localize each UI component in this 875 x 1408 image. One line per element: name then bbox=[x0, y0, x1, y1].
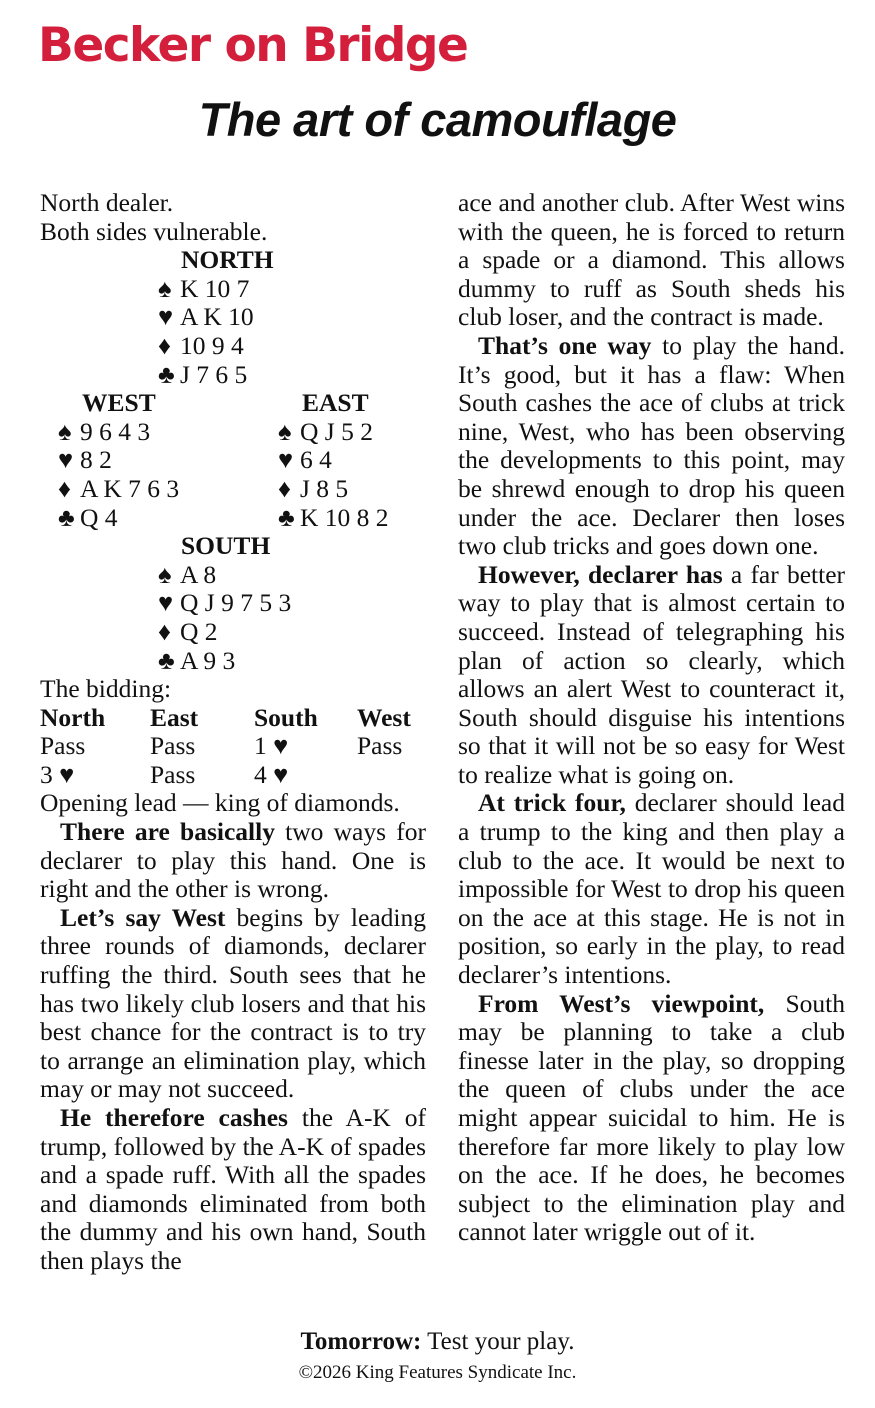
paragraph-lead-in: Let’s say West bbox=[60, 902, 226, 932]
diamond-icon: ♦ bbox=[158, 330, 172, 360]
bid-cell: 1 ♥ bbox=[254, 731, 289, 761]
west-east-hearts bbox=[40, 446, 426, 475]
club-icon: ♣ bbox=[58, 502, 75, 532]
bidding-header-east: East bbox=[150, 702, 199, 732]
tomorrow-text: Test your play. bbox=[421, 1328, 575, 1355]
spade-icon: ♠ bbox=[278, 416, 292, 446]
south-hearts: ♥ Q J 9 7 5 3 bbox=[158, 588, 292, 618]
club-icon: ♣ bbox=[158, 359, 175, 389]
spade-icon: ♠ bbox=[58, 416, 72, 446]
headline: The art of camouflage bbox=[198, 93, 677, 146]
diamond-icon: ♦ bbox=[58, 473, 72, 503]
east-spades: Q J 5 2 bbox=[300, 416, 373, 446]
south-spades: ♠ A 8 bbox=[158, 559, 217, 589]
spade-icon: ♠ bbox=[158, 559, 172, 589]
paragraph bbox=[40, 1104, 426, 1276]
south-clubs: ♣ A 9 3 bbox=[158, 645, 236, 675]
north-diamonds: ♦ 10 9 4 bbox=[158, 330, 244, 360]
west-east-diamonds bbox=[40, 475, 426, 504]
bidding-header-south: South bbox=[254, 702, 318, 732]
bidding-header-west: West bbox=[357, 702, 411, 732]
west-label: WEST bbox=[82, 388, 156, 418]
spade-icon: ♠ bbox=[158, 273, 172, 303]
bid-cell: Pass bbox=[150, 759, 196, 789]
heart-icon: ♥ bbox=[158, 302, 174, 332]
paragraph bbox=[458, 189, 845, 332]
diamond-icon: ♦ bbox=[158, 616, 172, 646]
left-article-body bbox=[40, 818, 426, 1276]
east-clubs: K 10 8 2 bbox=[300, 502, 389, 532]
south-diamonds: ♦ Q 2 bbox=[158, 616, 218, 646]
west-east-clubs bbox=[40, 504, 426, 533]
paragraph-lead-in: He therefore cashes bbox=[60, 1103, 288, 1132]
paragraph-text: begins by leading three rounds of diamonds, declarer ruffing the third. South sees that he has two likely club losers and that his best chance for the contract is to try to arrange an elimination play, which may or may not succeed. bbox=[40, 902, 426, 1104]
tomorrow-teaser bbox=[0, 1328, 875, 1356]
east-hearts: 6 4 bbox=[300, 445, 332, 475]
west-east-spades bbox=[40, 418, 426, 447]
paragraph-text: a far better way to play that is almost certain to succeed. Instead of telegraphing his plan of action so clearly, which allows an alert West to counteract it, South should disguise his intentions so that it will not be so easy for West to realize what is going on. bbox=[458, 559, 845, 789]
masthead: Becker on Bridge bbox=[38, 18, 468, 73]
paragraph-text: South may be planning to take a club finesse later in the play, so dropping the queen of clubs under the ace might appear suicidal to him. He is therefore far more likely to play low on the ace. If he does, he becomes subject to the elimination play and cannot later wriggle out of it. bbox=[458, 988, 845, 1247]
paragraph bbox=[40, 904, 426, 1104]
west-spades: 9 6 4 3 bbox=[80, 416, 151, 446]
north-clubs: ♣ J 7 6 5 bbox=[158, 359, 248, 389]
paragraph-text: ace and another club. After West wins with the queen, he is forced to return a spade or a diamond. This allows dummy to ruff as South sheds his club loser, and the contract is made. bbox=[458, 188, 845, 332]
heart-icon: ♥ bbox=[278, 445, 294, 475]
paragraph-text: to play the hand. It’s good, but it has a flaw: When South cashes the ace of clubs at trick nine, West, who has been observing the developments to this point, may be shrewd enough to drop his queen under the ace. Declarer then loses two club tricks and goes down one. bbox=[458, 330, 845, 561]
east-diamonds: J 8 5 bbox=[300, 473, 349, 503]
club-icon: ♣ bbox=[278, 502, 295, 532]
left-column bbox=[40, 189, 426, 1276]
bid-cell: Pass bbox=[357, 731, 403, 761]
paragraph-text: two ways for declarer to play this hand. One is right and the other is wrong. bbox=[40, 817, 426, 904]
paragraph bbox=[40, 818, 426, 904]
east-label: EAST bbox=[302, 388, 369, 418]
paragraph bbox=[458, 990, 845, 1247]
tomorrow-label: Tomorrow: bbox=[300, 1328, 422, 1355]
west-clubs: Q 4 bbox=[80, 502, 118, 532]
west-east-labels bbox=[40, 389, 426, 418]
heart-icon: ♥ bbox=[158, 588, 174, 618]
bid-cell: 3 ♥ bbox=[40, 759, 75, 789]
bidding-title: The bidding: bbox=[40, 674, 172, 704]
bid-cell: Pass bbox=[150, 731, 196, 761]
bidding-table bbox=[40, 704, 426, 790]
paragraph bbox=[458, 561, 845, 790]
paragraph-lead-in: There are basically bbox=[60, 817, 275, 847]
west-diamonds: A K 7 6 3 bbox=[80, 473, 180, 503]
paragraph-lead-in: However, declarer has bbox=[478, 559, 723, 589]
bid-cell bbox=[357, 761, 426, 790]
right-column bbox=[458, 189, 845, 1247]
bid-cell: 4 ♥ bbox=[254, 759, 289, 789]
paragraph-lead-in: From West’s viewpoint, bbox=[478, 988, 765, 1018]
copyright: ©2026 King Features Syndicate Inc. bbox=[298, 1362, 577, 1383]
paragraph-text: declarer should lead a trump to the king and then play a club to the ace. It would be next to impossible for West to drop his queen on the ace at this stage. He is not in position, so early in the play, to read declarer’s intentions. bbox=[458, 788, 846, 990]
vulnerability-line: Both sides vulnerable. bbox=[40, 216, 268, 246]
opening-lead: Opening lead — king of diamonds. bbox=[40, 788, 400, 818]
north-label: NORTH bbox=[181, 245, 274, 275]
paragraph-lead-in: At trick four, bbox=[478, 788, 626, 818]
north-hearts: ♥ A K 10 bbox=[158, 302, 254, 332]
south-label: SOUTH bbox=[181, 531, 271, 561]
bidding-header-north: North bbox=[40, 702, 106, 732]
north-spades: ♠ K 10 7 bbox=[158, 273, 250, 303]
bid-cell: Pass bbox=[40, 731, 86, 761]
paragraph-text: the A-K of trump, followed by the A-K of spades and a spade ruff. With all the spades and diamonds eliminated from both the dummy and his own hand, South then plays the bbox=[40, 1103, 426, 1275]
club-icon: ♣ bbox=[158, 645, 175, 675]
dealer-line: North dealer. bbox=[40, 188, 174, 217]
paragraph bbox=[458, 789, 845, 989]
heart-icon: ♥ bbox=[58, 445, 74, 475]
paragraph bbox=[458, 332, 845, 561]
paragraph-lead-in: That’s one way bbox=[478, 330, 652, 360]
west-hearts: 8 2 bbox=[80, 445, 112, 475]
diamond-icon: ♦ bbox=[278, 473, 292, 503]
